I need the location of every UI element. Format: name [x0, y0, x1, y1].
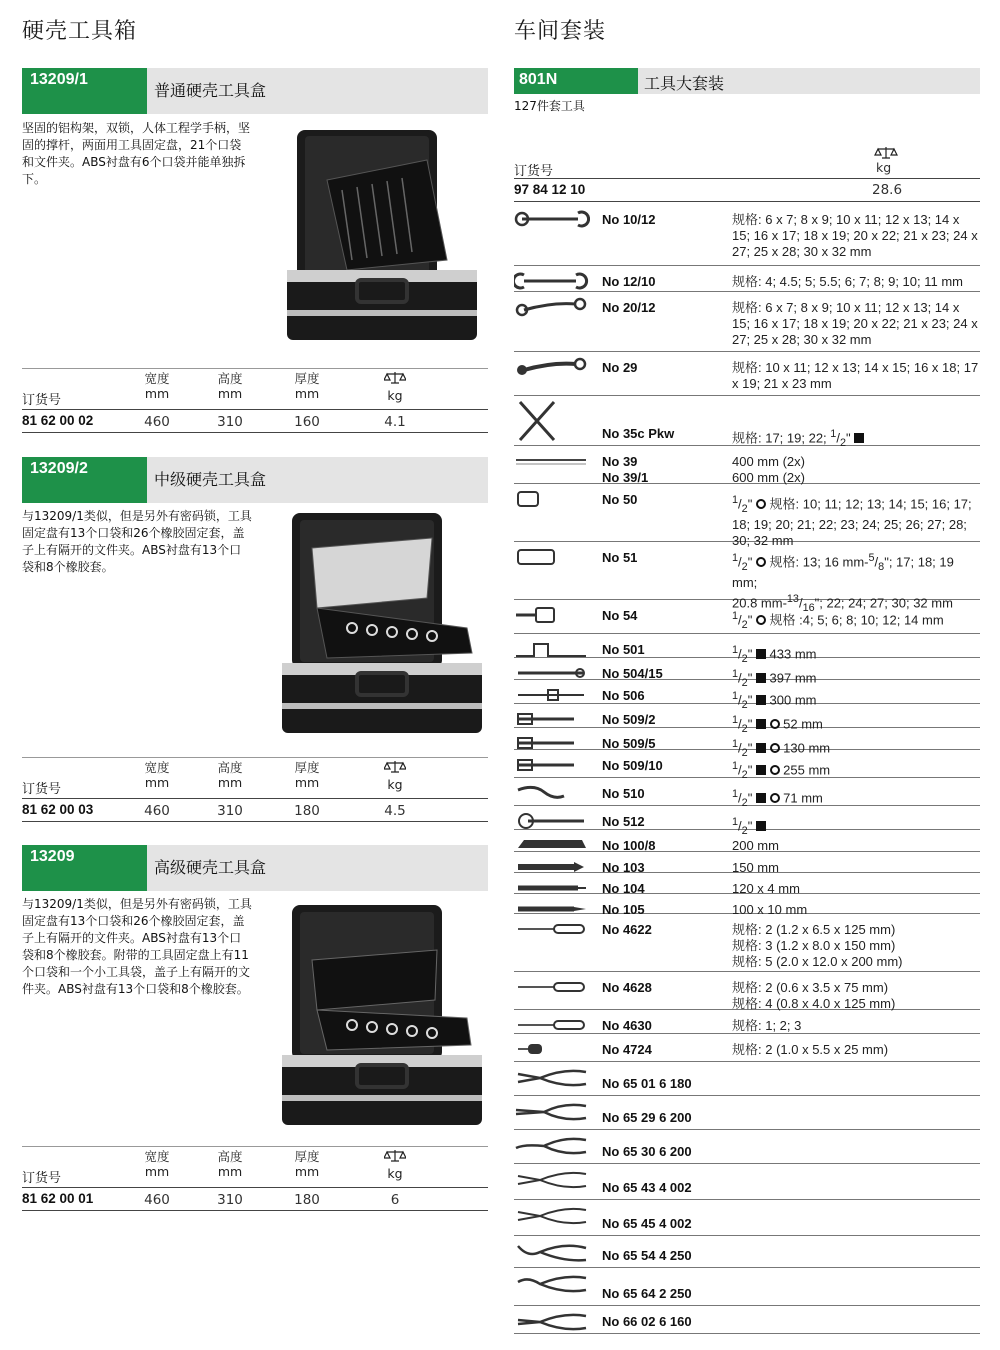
kit-item-row	[514, 204, 980, 266]
width-header: 宽度	[144, 371, 170, 386]
height-header: 高度	[217, 1149, 243, 1164]
order-number: 81 62 00 01	[22, 1191, 94, 1206]
offset-ring-wrench-icon	[514, 356, 590, 378]
bent-nose-pliers-icon	[514, 1134, 590, 1156]
order-number: 81 62 00 03	[22, 802, 94, 817]
item-spec: $^1/_2$" 433 mm	[732, 644, 817, 665]
item-number: No 510	[602, 786, 645, 801]
depth-value: 160	[294, 414, 320, 430]
product-name: 中级硬壳工具盒	[154, 470, 267, 489]
double-ring-wrench-icon	[514, 296, 590, 318]
item-number: No 65 01 6 180	[602, 1076, 692, 1091]
item-number: No 100/8	[602, 838, 656, 853]
width-unit: mm	[144, 775, 170, 790]
item-number: No 4724	[602, 1042, 652, 1057]
ratchet-icon	[514, 810, 590, 832]
item-number: No 105	[602, 902, 645, 917]
kit-item-row	[514, 704, 980, 735]
width-unit: mm	[144, 1164, 170, 1179]
item-spec: 规格: 1; 2; 3	[732, 1018, 802, 1033]
kit-item-row	[514, 634, 980, 665]
speed-brace-icon	[514, 638, 590, 660]
item-number: No 4622	[602, 922, 652, 937]
width-value: 460	[144, 1192, 170, 1208]
item-number: No 509/2	[602, 712, 656, 727]
item-spec: $^1/_2$" 255 mm	[732, 760, 831, 781]
order-label: 订货号	[22, 1171, 62, 1186]
item-number: No 104	[602, 881, 645, 896]
kit-item-row	[514, 1034, 980, 1062]
item-spec: $^1/_2$" 397 mm	[732, 668, 817, 689]
kit-item-row	[514, 972, 980, 1010]
kit-item-row	[514, 778, 980, 809]
order-number: 81 62 00 02	[22, 413, 94, 428]
height-unit: mm	[217, 386, 243, 401]
kit-item-row	[514, 1130, 980, 1164]
depth-value: 180	[294, 803, 320, 819]
item-number: No 65 29 6 200	[602, 1110, 692, 1125]
kit-item-row	[514, 680, 980, 711]
kit-item-row	[514, 1010, 980, 1034]
item-number: No 10/12	[602, 212, 656, 227]
spec-table-1	[22, 368, 488, 433]
kit-item-row	[514, 1164, 980, 1200]
item-spec: $^1/_2$" 52 mm	[732, 714, 823, 735]
circlip-pliers-icon	[514, 1204, 590, 1226]
item-number: No 20/12	[602, 300, 656, 315]
item-number: No 65 45 4 002	[602, 1216, 692, 1231]
weight-value: 6	[390, 1192, 400, 1208]
weight-value: 4.5	[384, 803, 406, 819]
depth-unit: mm	[294, 1164, 320, 1179]
item-spec: 600 mm (2x)	[732, 470, 805, 485]
phillips-screwdriver-icon	[514, 1014, 590, 1036]
item-number: No 29	[602, 360, 638, 375]
weight-unit: kg	[387, 388, 403, 403]
kit-code: 801N	[514, 68, 638, 94]
item-spec: 规格: 2 (1.2 x 6.5 x 125 mm)	[732, 922, 896, 937]
product-name: 普通硬壳工具盒	[154, 81, 267, 100]
item-number: No 39/1	[602, 470, 649, 485]
item-spec: $^1/_2$" 130 mm	[732, 738, 831, 759]
width-unit: mm	[144, 386, 170, 401]
width-value: 460	[144, 414, 170, 430]
item-number: No 4630	[602, 1018, 652, 1033]
deep-socket-icon	[514, 546, 590, 568]
width-header: 宽度	[144, 1149, 170, 1164]
kit-item-row	[514, 352, 980, 396]
kit-name: 工具大套装	[644, 74, 725, 93]
item-spec: 规格: 2 (1.0 x 5.5 x 25 mm)	[732, 1042, 889, 1057]
kit-item-row	[514, 728, 980, 759]
item-number: No 65 54 4 250	[602, 1248, 692, 1263]
item-spec: $^1/_2$" 规格: 10; 11; 12; 13; 14; 15; 16; 17; 18; 19; 20; 21; 22; 23; 24; 25; 26; 27; 28; 30; 32 mm	[732, 494, 972, 548]
kit-item-row	[514, 914, 980, 972]
item-number: No 4628	[602, 980, 652, 995]
left-section-title: 硬壳工具箱	[22, 19, 138, 44]
weight-value: 28.6	[872, 182, 903, 198]
screwdriver-icon	[514, 918, 590, 940]
product-header-3	[22, 845, 488, 891]
weight-unit: kg	[387, 777, 403, 792]
width-value: 460	[144, 803, 170, 819]
weight-unit: kg	[876, 160, 892, 175]
item-number: No 103	[602, 860, 645, 875]
depth-header: 厚度	[294, 371, 320, 386]
kit-item-row	[514, 830, 980, 852]
order-label: 订货号	[514, 164, 554, 179]
kit-item-row	[514, 292, 980, 352]
t-handle-icon	[514, 684, 590, 706]
product-description: 坚固的铝构架，双锁，人体工程学手柄，坚固的撑杆，两面用工具固定盘，21个口袋和文件夹。ABS衬盘有6个口袋并能单独拆下。	[22, 121, 251, 186]
item-spec: 规格: 4; 4.5; 5; 5.5; 6; 7; 8; 9; 10; 11 mm	[732, 274, 963, 289]
kit-item-row	[514, 658, 980, 689]
open-end-wrench-icon	[514, 270, 590, 292]
extension-bar-icon	[514, 708, 590, 730]
depth-value: 180	[294, 1192, 320, 1208]
kit-item-row	[514, 806, 980, 837]
weight-unit: kg	[387, 1166, 403, 1181]
universal-joint-icon	[514, 782, 590, 804]
combination-wrench-icon	[514, 208, 590, 230]
locking-pliers-icon	[514, 1272, 590, 1294]
item-spec: 规格: 10 x 11; 12 x 13; 14 x 15; 16 x 18; 17 x 19; 21 x 23 mm	[732, 360, 979, 391]
item-number: No 65 30 6 200	[602, 1144, 692, 1159]
spec-table-3	[22, 1146, 488, 1211]
item-number: No 65 64 2 250	[602, 1286, 692, 1301]
kit-item-row	[514, 1062, 980, 1096]
cross-wrench-icon	[514, 400, 590, 442]
item-number: No 54	[602, 608, 638, 623]
kit-item-row	[514, 873, 980, 894]
kit-item-row	[514, 484, 980, 548]
kit-item-row	[514, 266, 980, 292]
kit-item-row	[514, 396, 980, 449]
item-spec: 200 mm	[732, 838, 779, 853]
kit-item-row	[514, 750, 980, 781]
item-spec: $^1/_2$"	[732, 814, 980, 839]
stubby-screwdriver-icon	[514, 1038, 590, 1060]
item-number: No 50	[602, 492, 638, 507]
item-spec: $^1/_2$" 规格 :4; 5; 6; 8; 10; 12; 14 mm	[732, 610, 944, 631]
extension-bar-icon	[514, 754, 590, 776]
order-label: 订货号	[22, 393, 62, 408]
kit-item-row	[514, 1268, 980, 1306]
tool-case-image	[257, 900, 487, 1130]
item-spec: 400 mm (2x)	[732, 454, 805, 469]
depth-unit: mm	[294, 386, 320, 401]
item-spec: 规格: 5 (2.0 x 12.0 x 200 mm)	[732, 954, 903, 969]
kit-header	[514, 68, 980, 94]
screwdriver-icon	[514, 976, 590, 998]
long-nose-pliers-icon	[514, 1100, 590, 1122]
product-code: 13209/1	[22, 68, 147, 114]
height-value: 310	[217, 414, 243, 430]
height-unit: mm	[217, 775, 243, 790]
item-spec: 规格: 17; 19; 22; $^1/_2$"	[732, 426, 980, 451]
item-spec: $^1/_2$" 规格: 13; 16 $mm-^5/_8$"; 17; 18; 19 mm; 20.8 $mm-^{13}/_{16}$"; 22; 24; 27; 30; 32 mm	[732, 552, 954, 614]
product-description: 与13209/1类似，但是另外有密码锁，工具固定盘有13个口袋和26个橡胶固定套，盖子上有隔开的文件夹。ABS衬盘有13个口袋和8个橡胶套。附带的工具固定盘上有11个口袋和一个小工具袋，盖子上有隔开的文件夹。ABS衬盘有13个口袋和8个橡胶套。	[22, 897, 252, 996]
item-number: No 501	[602, 642, 645, 657]
kit-item-row	[514, 894, 980, 917]
item-number: No 12/10	[602, 274, 656, 289]
scale-icon	[384, 371, 406, 385]
product-header-2	[22, 457, 488, 503]
scale-icon	[384, 1149, 406, 1163]
hex-key-icon	[514, 450, 590, 472]
height-header: 高度	[217, 371, 243, 386]
product-code: 13209	[22, 845, 147, 891]
item-number: No 39	[602, 454, 638, 469]
product-header-1	[22, 68, 488, 114]
socket-icon	[514, 488, 590, 510]
kit-item-row	[514, 1200, 980, 1236]
tool-case-image	[257, 120, 487, 350]
right-section-title: 车间套装	[514, 19, 607, 44]
depth-header: 厚度	[294, 1149, 320, 1164]
height-value: 310	[217, 803, 243, 819]
item-spec: 100 x 10 mm	[732, 902, 808, 917]
weight-value: 4.1	[384, 414, 406, 430]
spark-plug-socket-icon	[514, 604, 590, 626]
kit-item-row	[514, 1306, 980, 1334]
side-cutter-icon	[514, 1310, 590, 1332]
item-number: No 51	[602, 550, 638, 565]
item-number: No 504/15	[602, 666, 663, 681]
product-name: 高级硬壳工具盒	[154, 858, 267, 877]
product-description: 与13209/1类似，但是另外有密码锁，工具固定盘有13个口袋和26个橡胶固定套，盖子上有隔开的文件夹。ABS衬盘有13个口袋和8个橡胶套。	[22, 509, 252, 574]
kit-item-row	[514, 600, 980, 634]
spec-table-2	[22, 757, 488, 822]
item-spec: 规格: 2 (0.6 x 3.5 x 75 mm)	[732, 980, 889, 995]
width-header: 宽度	[144, 760, 170, 775]
item-spec: $^1/_2$" 71 mm	[732, 788, 823, 809]
item-spec: 规格: 3 (1.2 x 8.0 x 150 mm)	[732, 938, 896, 953]
kit-item-row	[514, 1096, 980, 1130]
kit-item-row	[514, 852, 980, 873]
kit-subtitle: 127件套工具	[514, 99, 585, 113]
water-pump-pliers-icon	[514, 1240, 590, 1262]
order-label: 订货号	[22, 782, 62, 797]
item-number: No 65 43 4 002	[602, 1180, 692, 1195]
order-number: 97 84 12 10	[514, 182, 586, 197]
kit-item-row	[514, 446, 980, 484]
height-header: 高度	[217, 760, 243, 775]
circlip-pliers-icon	[514, 1168, 590, 1190]
item-spec: 120 x 4 mm	[732, 881, 800, 896]
height-value: 310	[217, 1192, 243, 1208]
item-number: No 35c Pkw	[602, 426, 675, 441]
item-number: No 509/5	[602, 736, 656, 751]
scale-icon	[874, 146, 898, 160]
item-spec: 规格: 4 (0.8 x 4.0 x 125 mm)	[732, 996, 896, 1011]
item-spec: 规格: 6 x 7; 8 x 9; 10 x 11; 12 x 13; 14 x 15; 16 x 17; 18 x 19; 20 x 22; 21 x 23; 24 x 27; 25 x 28; 30 x 32 mm	[732, 212, 978, 259]
item-spec: 150 mm	[732, 860, 779, 875]
item-number: No 66 02 6 160	[602, 1314, 692, 1329]
tool-case-image	[257, 508, 487, 738]
kit-item-row	[514, 1236, 980, 1268]
item-number: No 506	[602, 688, 645, 703]
scale-icon	[384, 760, 406, 774]
product-code: 13209/2	[22, 457, 147, 503]
depth-unit: mm	[294, 775, 320, 790]
kit-order-row	[514, 178, 980, 202]
item-number: No 509/10	[602, 758, 663, 773]
height-unit: mm	[217, 1164, 243, 1179]
item-spec: 规格: 6 x 7; 8 x 9; 10 x 11; 12 x 13; 14 x 15; 16 x 17; 18 x 19; 20 x 22; 21 x 23; 24 x 27; 25 x 28; 30 x 32 mm	[732, 300, 978, 347]
kit-item-row	[514, 542, 980, 614]
combination-pliers-icon	[514, 1066, 590, 1088]
item-spec: $^1/_2$" 300 mm	[732, 690, 817, 711]
item-number: No 512	[602, 814, 645, 829]
depth-header: 厚度	[294, 760, 320, 775]
